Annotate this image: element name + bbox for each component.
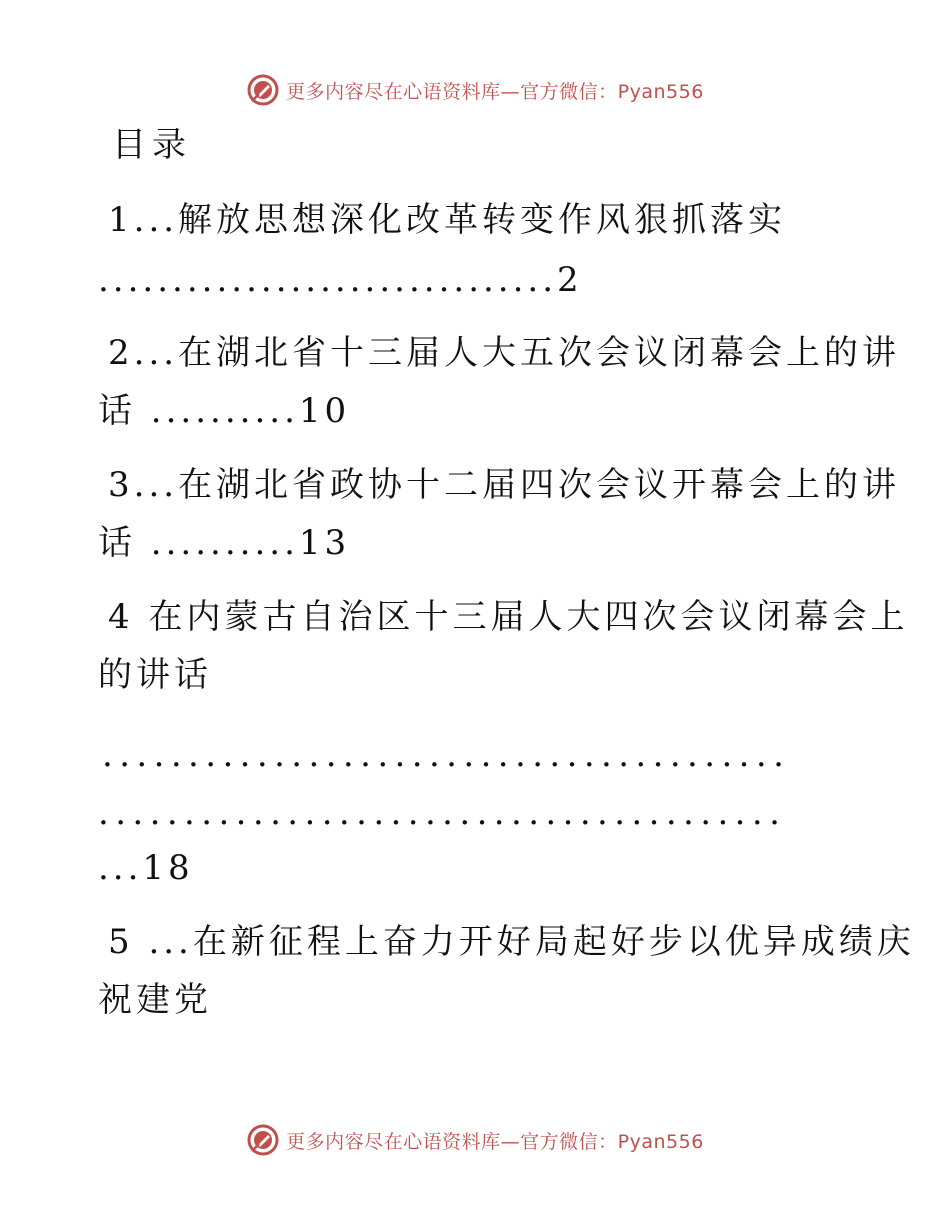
toc-entry-4: 4 在内蒙古自治区十三届人大四次会议闭幕会上 (108, 597, 909, 637)
toc-entry-4-cont: 的讲话 (98, 655, 212, 695)
toc-entry-1-leader: ...............................2 (98, 260, 583, 300)
watermark-footer (0, 1120, 950, 1160)
toc-entry-5: 5 ...在新征程上奋力开好局起好步以优异成绩庆 (108, 922, 915, 962)
toc-entry-2: 2...在湖北省十三届人大五次会议闭幕会上的讲 (108, 333, 901, 373)
toc-entry-4-leader-1: ........................................ (102, 735, 791, 775)
watermark-text: 更多内容尽在心语资料库—官方微信：Pyan556 (286, 80, 704, 103)
toc-entry-2-leader: 话 ..........10 (98, 391, 351, 431)
toc-entry-4-leader-2: ........................................ (98, 793, 787, 833)
toc-entry-1: 1...解放思想深化改革转变作风狠抓落实 (108, 200, 787, 240)
toc-entry-3: 3...在湖北省政协十二届四次会议开幕会上的讲 (108, 465, 901, 505)
watermark-header (0, 70, 950, 110)
toc-entry-3-leader: 话 ..........13 (98, 523, 351, 563)
toc-title: 目录 (112, 125, 192, 165)
toc-entry-4-page: ...18 (98, 848, 194, 888)
pen-badge-icon (246, 1123, 280, 1157)
toc-entry-5-cont: 祝建党 (98, 980, 212, 1020)
pen-badge-icon (246, 73, 280, 107)
watermark-text: 更多内容尽在心语资料库—官方微信：Pyan556 (286, 1130, 704, 1153)
